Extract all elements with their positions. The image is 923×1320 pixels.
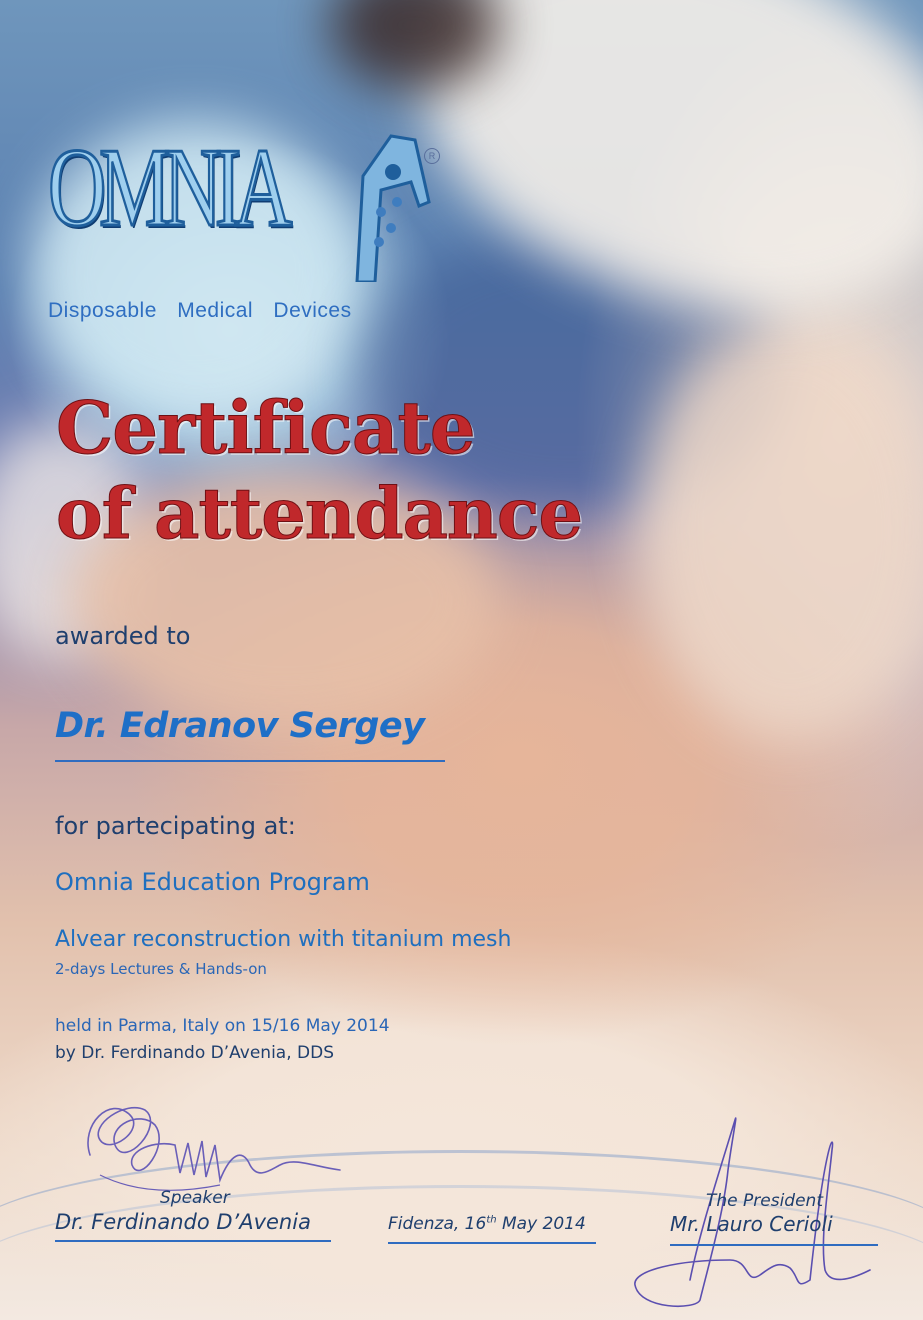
event-location-date: held in Parma, Italy on 15/16 May 2014	[55, 1016, 390, 1036]
president-role: The President	[706, 1191, 823, 1211]
place-date-suffix: May 2014	[496, 1214, 586, 1234]
awarded-label: awarded to	[55, 622, 191, 650]
logo-tagline: Disposable Medical Devices	[48, 299, 352, 322]
president-underline	[670, 1244, 878, 1246]
course-title: Alvear reconstruction with titanium mesh	[55, 927, 512, 952]
place-date-underline	[388, 1242, 596, 1244]
speaker-underline	[55, 1240, 331, 1242]
program-name: Omnia Education Program	[55, 868, 370, 896]
speaker-role: Speaker	[160, 1188, 230, 1208]
omnia-logo	[48, 126, 448, 332]
course-format: 2-days Lectures & Hands-on	[55, 960, 267, 978]
title-line-2: of attendance	[56, 472, 582, 555]
certificate-title	[56, 385, 582, 557]
logo-wordmark: OMNIA	[48, 126, 286, 250]
recipient-name: Dr. Edranov Sergey	[55, 706, 425, 746]
participation-label: for partecipating at:	[55, 812, 296, 840]
registered-mark: R	[424, 148, 440, 164]
recipient-underline	[55, 760, 445, 762]
place-date-ordinal: th	[486, 1214, 497, 1226]
president-name: Mr. Lauro Cerioli	[670, 1212, 833, 1236]
title-line-1: Certificate	[56, 385, 475, 470]
background-arm	[640, 320, 923, 740]
logo-a-mark-icon	[353, 132, 433, 282]
event-lecturer: by Dr. Ferdinando D’Avenia, DDS	[55, 1043, 334, 1063]
place-date-prefix: Fidenza, 16	[388, 1214, 487, 1234]
speaker-name: Dr. Ferdinando D’Avenia	[55, 1210, 311, 1234]
place-and-date	[388, 1214, 586, 1234]
